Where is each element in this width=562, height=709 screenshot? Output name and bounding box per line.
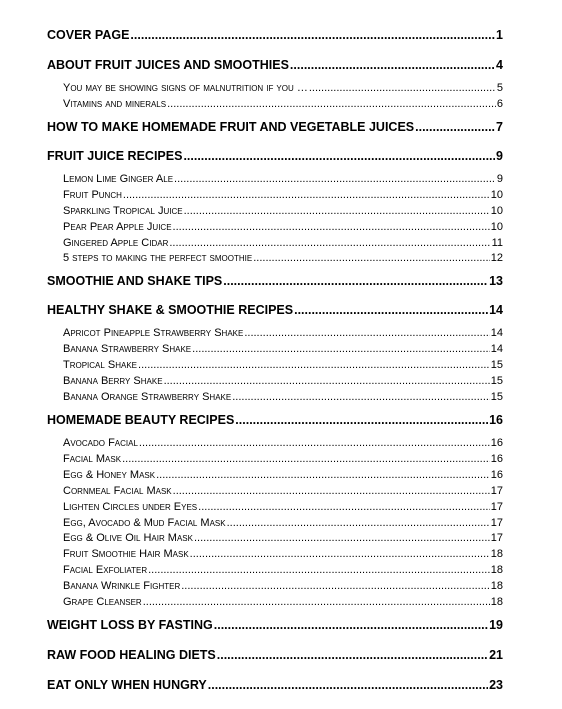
toc-dot-leader [309, 82, 496, 94]
toc-dot-leader [290, 59, 495, 73]
toc-page-number: 16 [490, 437, 503, 449]
toc-entry-title: Gingered Apple Cidar [63, 237, 169, 249]
toc-dot-leader [167, 98, 496, 110]
toc-dot-leader [244, 327, 489, 339]
table-of-contents [47, 0, 503, 709]
toc-page-number: 9 [496, 150, 503, 163]
toc-entry-title: ABOUT FRUIT JUICES AND SMOOTHIES [47, 59, 289, 72]
toc-entry-title: Banana Berry Shake [63, 375, 163, 387]
toc-entry-title: Grape Cleanser [63, 596, 142, 608]
toc-subsection-entry[interactable] [63, 189, 503, 201]
toc-page-number: 9 [496, 173, 503, 185]
toc-subsection-entry[interactable] [63, 532, 503, 544]
toc-dot-leader [173, 221, 490, 233]
toc-dot-leader [122, 453, 490, 465]
toc-dot-leader [208, 679, 488, 693]
toc-entry-title: Apricot Pineapple Strawberry Shake [63, 327, 244, 339]
toc-dot-leader [214, 619, 488, 633]
toc-section-entry[interactable] [47, 619, 503, 633]
toc-section-entry[interactable] [47, 649, 503, 663]
toc-entry-title: Lighten Circles under Eyes [63, 501, 198, 513]
toc-entry-title: Sparkling Tropical Juice [63, 205, 183, 217]
toc-subsection-entry[interactable] [63, 343, 503, 355]
toc-subsection-entry[interactable] [63, 327, 503, 339]
toc-subsection-entry[interactable] [63, 82, 503, 94]
toc-dot-leader [148, 564, 490, 576]
toc-dot-leader [190, 548, 490, 560]
toc-entry-title: Vitamins and minerals [63, 98, 167, 110]
toc-entry-title: WEIGHT LOSS BY FASTING [47, 619, 213, 632]
toc-entry-title: Egg & Olive Oil Hair Mask [63, 532, 193, 544]
toc-page-number: 14 [490, 343, 503, 355]
toc-dot-leader [123, 189, 490, 201]
toc-page-number: 15 [490, 391, 503, 403]
toc-entry-title: Fruit Punch [63, 189, 122, 201]
toc-page-number: 16 [490, 469, 503, 481]
toc-subsection-entry[interactable] [63, 205, 503, 217]
toc-section-entry[interactable] [47, 150, 503, 164]
toc-subsection-entry[interactable] [63, 453, 503, 465]
toc-section-entry[interactable] [47, 304, 503, 318]
toc-page-number: 23 [489, 679, 503, 692]
toc-section-entry[interactable] [47, 121, 503, 135]
toc-page-number: 10 [490, 189, 503, 201]
toc-page-number: 17 [490, 517, 503, 529]
toc-page-number: 15 [490, 375, 503, 387]
toc-subsection-entry[interactable] [63, 580, 503, 592]
toc-subsection-entry[interactable] [63, 485, 503, 497]
toc-entry-title: You may be showing signs of malnutrition if you … [63, 82, 308, 94]
toc-dot-leader [227, 517, 490, 529]
toc-entry-title: HEALTHY SHAKE & SMOOTHIE RECIPES [47, 304, 294, 317]
toc-entry-title: Egg, Avocado & Mud Facial Mask [63, 517, 226, 529]
toc-dot-leader [192, 343, 490, 355]
toc-entry-title: Egg & Honey Mask [63, 469, 156, 481]
toc-dot-leader [253, 252, 490, 264]
toc-page-number: 12 [490, 252, 503, 264]
toc-section-entry[interactable] [47, 679, 503, 693]
toc-section-entry[interactable] [47, 275, 503, 289]
toc-entry-title: Tropical Shake [63, 359, 138, 371]
toc-page-number: 10 [490, 221, 503, 233]
toc-page-number: 18 [490, 564, 503, 576]
toc-subsection-entry[interactable] [63, 173, 503, 185]
toc-entry-title: Fruit Smoothie Hair Mask [63, 548, 189, 560]
toc-entry-title: Facial Exfoliater [63, 564, 148, 576]
toc-section-entry[interactable] [47, 29, 503, 43]
toc-entry-title: FRUIT JUICE RECIPES [47, 150, 183, 163]
toc-entry-title: EAT ONLY WHEN HUNGRY [47, 679, 207, 692]
toc-subsection-entry[interactable] [63, 98, 503, 110]
toc-entry-title: HOW TO MAKE HOMEMADE FRUIT AND VEGETABLE JUICES [47, 121, 415, 134]
toc-subsection-entry[interactable] [63, 237, 503, 249]
toc-dot-leader [138, 359, 490, 371]
toc-dot-leader [164, 375, 490, 387]
toc-page-number: 10 [490, 205, 503, 217]
toc-dot-leader [181, 580, 490, 592]
toc-dot-leader [232, 391, 490, 403]
toc-page-number: 21 [489, 649, 503, 662]
toc-subsection-entry[interactable] [63, 375, 503, 387]
toc-dot-leader [139, 437, 490, 449]
toc-subsection-entry[interactable] [63, 564, 503, 576]
toc-dot-leader [174, 173, 496, 185]
toc-subsection-entry[interactable] [63, 359, 503, 371]
toc-dot-leader [183, 150, 495, 164]
toc-subsection-entry[interactable] [63, 391, 503, 403]
toc-page-number: 18 [490, 596, 503, 608]
toc-entry-title: Pear Pear Apple Juice [63, 221, 172, 233]
toc-page-number: 18 [490, 548, 503, 560]
toc-dot-leader [184, 205, 490, 217]
toc-entry-title: Banana Wrinkle Fighter [63, 580, 181, 592]
toc-subsection-entry[interactable] [63, 469, 503, 481]
toc-page-number: 17 [490, 532, 503, 544]
toc-page-number: 4 [496, 59, 503, 72]
toc-page-number: 15 [490, 359, 503, 371]
toc-dot-leader [294, 304, 488, 318]
toc-page-number: 16 [489, 414, 503, 427]
toc-entry-title: COVER PAGE [47, 29, 130, 42]
toc-dot-leader [235, 414, 488, 428]
toc-subsection-entry[interactable] [63, 548, 503, 560]
toc-page-number: 17 [490, 501, 503, 513]
toc-entry-title: 5 steps to making the perfect smoothie [63, 252, 253, 264]
toc-entry-title: RAW FOOD HEALING DIETS [47, 649, 216, 662]
toc-entry-title: SMOOTHIE AND SHAKE TIPS [47, 275, 223, 288]
toc-subsection-entry[interactable] [63, 221, 503, 233]
toc-dot-leader [415, 121, 495, 135]
toc-page-number: 17 [490, 485, 503, 497]
toc-section-entry[interactable] [47, 59, 503, 73]
toc-dot-leader [156, 469, 490, 481]
toc-subsection-entry[interactable] [63, 501, 503, 513]
toc-dot-leader [173, 485, 490, 497]
toc-dot-leader [169, 237, 490, 249]
toc-page-number: 19 [489, 619, 503, 632]
toc-page-number: 14 [490, 327, 503, 339]
toc-entry-title: HOMEMADE BEAUTY RECIPES [47, 414, 235, 427]
toc-page-number: 11 [491, 237, 503, 249]
toc-subsection-entry[interactable] [63, 437, 503, 449]
toc-dot-leader [194, 532, 490, 544]
toc-subsection-entry[interactable] [63, 517, 503, 529]
toc-entry-title: Banana Strawberry Shake [63, 343, 192, 355]
toc-page-number: 18 [490, 580, 503, 592]
toc-page-number: 6 [496, 98, 503, 110]
toc-dot-leader [198, 501, 490, 513]
toc-entry-title: Cornmeal Facial Mask [63, 485, 172, 497]
toc-subsection-entry[interactable] [63, 596, 503, 608]
toc-entry-title: Facial Mask [63, 453, 122, 465]
toc-dot-leader [143, 596, 490, 608]
toc-dot-leader [217, 649, 488, 663]
toc-entry-title: Avocado Facial [63, 437, 138, 449]
toc-dot-leader [130, 29, 495, 43]
toc-entry-title: Lemon Lime Ginger Ale [63, 173, 174, 185]
toc-page-number: 1 [496, 29, 503, 42]
toc-subsection-entry[interactable] [63, 252, 503, 264]
toc-page-number: 7 [496, 121, 503, 134]
toc-entry-title: Banana Orange Strawberry Shake [63, 391, 232, 403]
toc-page-number: 16 [490, 453, 503, 465]
toc-section-entry[interactable] [47, 414, 503, 428]
toc-page-number: 5 [496, 82, 503, 94]
toc-page-number: 13 [489, 275, 503, 288]
toc-dot-leader [223, 275, 488, 289]
toc-page-number: 14 [489, 304, 503, 317]
